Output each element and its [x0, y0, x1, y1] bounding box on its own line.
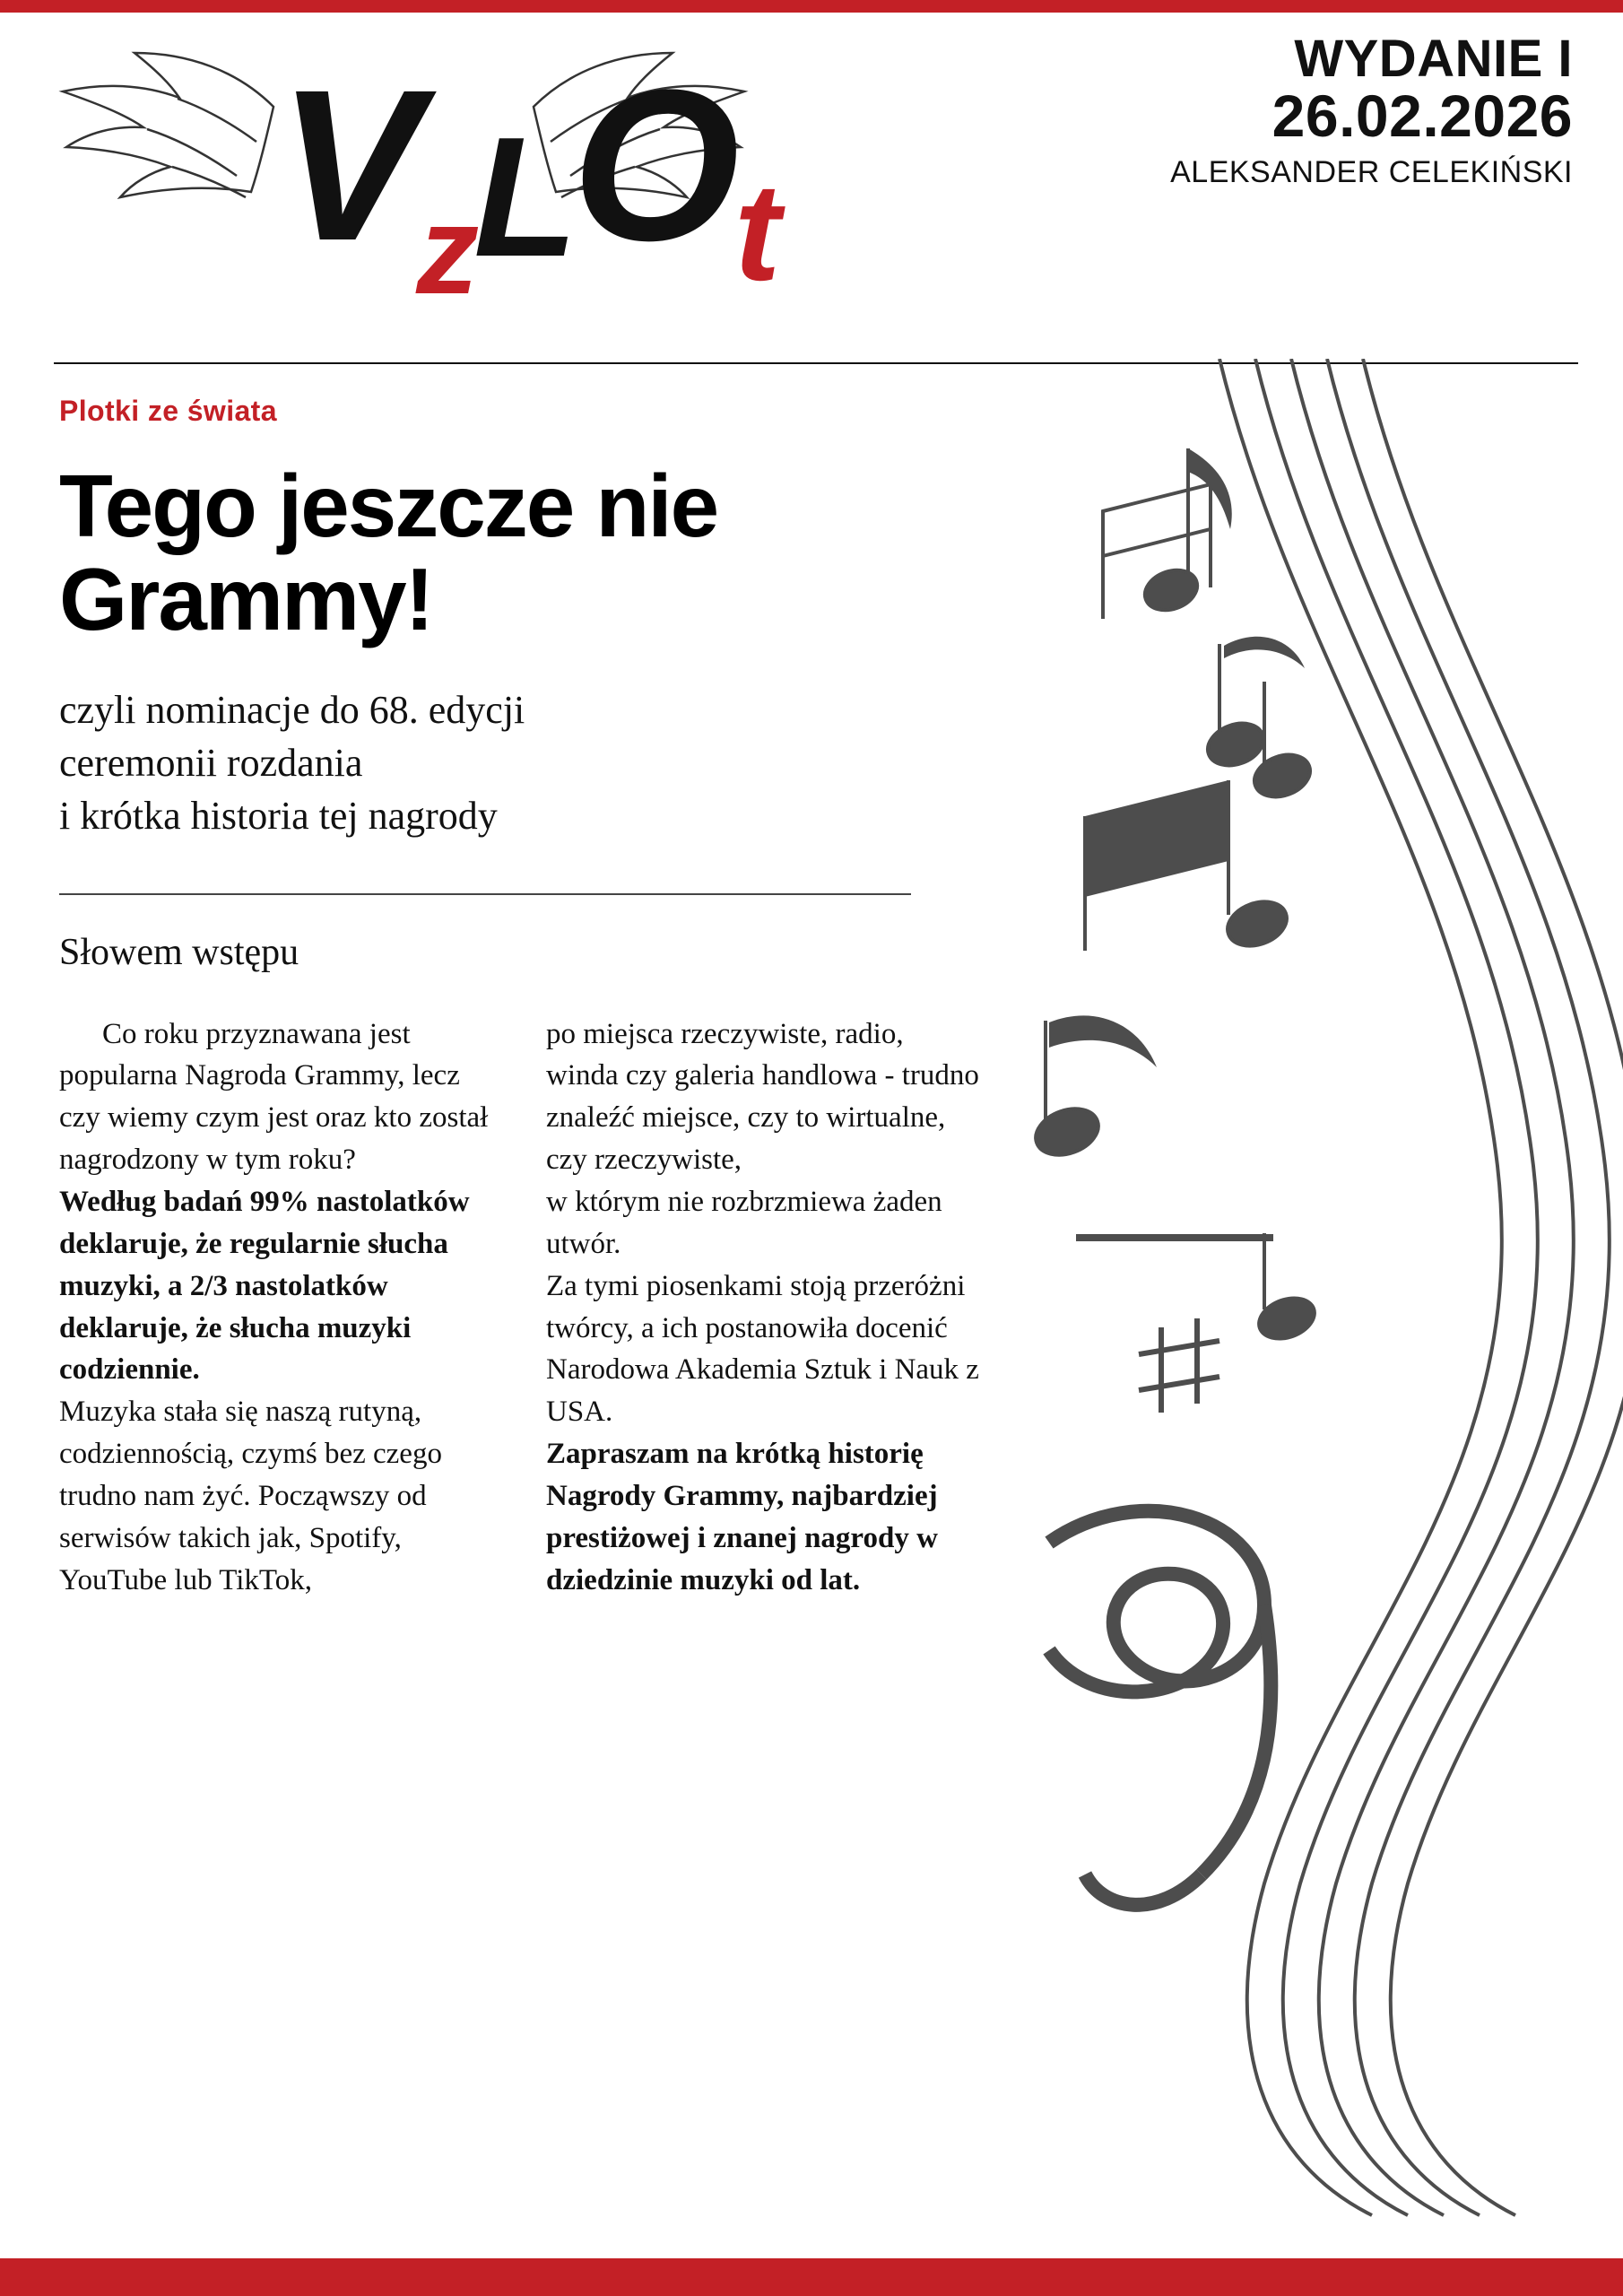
logo-letter-o: O — [572, 45, 734, 285]
logo-letter-v: V — [278, 45, 417, 285]
music-staff-notes-illustration — [995, 359, 1623, 2224]
logo — [36, 22, 776, 326]
issue-info — [1170, 32, 1573, 190]
issue-date: 26.02.2026 — [1271, 83, 1573, 150]
issue-author: ALEKSANDER CELEKIŃSKI — [1170, 155, 1573, 190]
subhead-line-2: ceremonii rozdania — [59, 740, 363, 785]
article-columns — [59, 1013, 983, 1602]
subhead-line-3: i krótka historia tej nagrody — [59, 793, 498, 838]
masthead — [0, 13, 1623, 344]
paragraph: w którym nie rozbrzmiewa żaden utwór. — [546, 1186, 942, 1260]
issue-label: WYDANIE I — [1294, 30, 1573, 88]
section-title: Słowem wstępu — [59, 931, 299, 973]
logo-letter-z: z — [416, 179, 474, 320]
paragraph: Według badań 99% nastolatków deklaruje, że regularnie słucha muzyki, a 2/3 nastolatków deklaruje, że słucha muzyki codziennie. — [59, 1186, 470, 1387]
paragraph: Muzyka stała się naszą rutyną, codziennością, czymś bez czego trudno nam żyć. Począwszy od serwisów takich jak, Spotify, YouTube lub TikTok, — [59, 1396, 442, 1596]
article-column-left — [59, 1013, 496, 1602]
paragraph: Za tymi piosenkami stoją przeróżni twórcy, a ich postanowiła docenić Narodowa Akademia Sztuk i Nauk z USA. — [546, 1269, 979, 1429]
article-column-right — [546, 1013, 983, 1602]
paragraph: Co roku przyznawana jest popularna Nagroda Grammy, lecz czy wiemy czym jest oraz kto został nagrodzony w tym roku? — [59, 1017, 489, 1177]
article-kicker: Plotki ze świata — [59, 395, 277, 427]
article — [59, 395, 983, 1602]
page-number: 5 — [1563, 2229, 1576, 2256]
paragraph: po miejsca rzeczywiste, radio, winda czy galeria handlowa - trudno znaleźć miejsce, czy to wirtualne, czy rzeczywiste, — [546, 1017, 979, 1177]
page-title: Tego jeszcze nie Grammy! — [59, 457, 718, 648]
subhead-divider — [59, 893, 911, 895]
masthead-divider — [54, 362, 1578, 364]
bottom-red-bar — [0, 2258, 1623, 2296]
logo-letter-t: t — [733, 154, 776, 309]
staff-svg — [995, 359, 1623, 2224]
subhead-line-1: czyli nominacje do 68. edycji — [59, 687, 525, 732]
logo-wordmark — [278, 41, 776, 320]
article-subhead — [59, 684, 983, 843]
logo-letter-l: L — [473, 102, 573, 292]
top-red-bar — [0, 0, 1623, 13]
paragraph: Zapraszam na krótką historię Nagrody Grammy, najbardziej prestiżowej i znanej nagrody w dziedzinie muzyki od lat. — [546, 1438, 938, 1596]
